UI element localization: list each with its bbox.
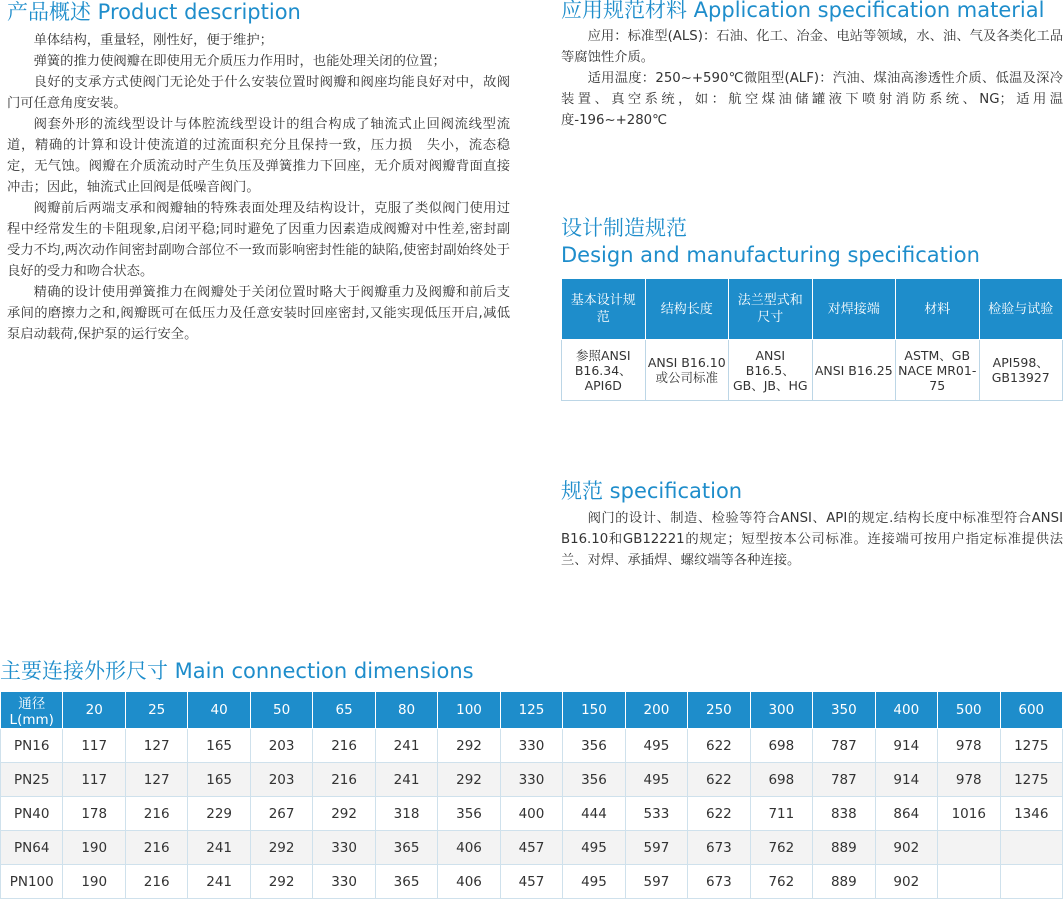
specification-heading: 规范 specification: [561, 479, 743, 503]
dimension-value-cell: [938, 831, 1000, 865]
dimension-value-cell: 216: [125, 831, 187, 865]
paragraph: 阀瓣前后两端支承和阀瓣轴的特殊表面处理及结构设计，克服了类似阀门使用过程中经常发生的卡阻现象,启闭平稳;同时避免了因重力因素造成阀瓣对中性差,密封副受力不均,两次动作间密封副吻合部位不一致而影响密封性能的缺陷,使密封副始终处于良好的受力和吻合状态。: [7, 201, 510, 279]
design-spec-header-cell: 对焊接端: [812, 279, 896, 340]
dimension-value-cell: 711: [750, 797, 812, 831]
design-spec-header-cell: 法兰型式和尺寸: [729, 279, 813, 340]
dimensions-size-cell: 40: [188, 692, 250, 729]
dimension-value-cell: 673: [688, 831, 750, 865]
dimensions-size-cell: 80: [375, 692, 437, 729]
table-row: [1, 729, 1063, 763]
application-spec-text: [561, 26, 1063, 131]
dimension-value-cell: 178: [63, 797, 125, 831]
table-row: [1, 865, 1063, 899]
dimension-value-cell: 203: [250, 729, 312, 763]
dimension-value-cell: [1000, 865, 1063, 899]
dimension-value-cell: 457: [500, 831, 562, 865]
dimension-value-cell: 165: [188, 729, 250, 763]
design-spec-cell: ASTM、GB NACE MR01-75: [896, 340, 980, 401]
dimension-value-cell: 216: [125, 865, 187, 899]
dimension-value-cell: 1275: [1000, 729, 1063, 763]
dimension-value-cell: 1346: [1000, 797, 1063, 831]
design-spec-cell: ANSI B16.25: [812, 340, 896, 401]
dimension-value-cell: 1016: [938, 797, 1000, 831]
dimensions-size-cell: 400: [875, 692, 937, 729]
pressure-class-cell: PN16: [1, 729, 63, 763]
dimension-value-cell: 216: [313, 729, 375, 763]
dimension-value-cell: 356: [438, 797, 500, 831]
dimension-value-cell: 117: [63, 763, 125, 797]
dimension-value-cell: 229: [188, 797, 250, 831]
paragraph: 单体结构，重量轻，刚性好，便于维护；: [33, 33, 273, 48]
dimensions-heading: 主要连接外形尺寸 Main connection dimensions: [0, 659, 474, 683]
dimension-value-cell: 495: [563, 865, 625, 899]
dimension-value-cell: 165: [188, 763, 250, 797]
dimension-value-cell: 902: [875, 831, 937, 865]
design-spec-header-cell: 材料: [896, 279, 980, 340]
dimension-value-cell: 330: [313, 865, 375, 899]
dimension-value-cell: 190: [63, 831, 125, 865]
product-description-heading: 产品概述 Product description: [7, 0, 301, 24]
dimension-value-cell: 356: [563, 729, 625, 763]
dimensions-size-cell: 20: [63, 692, 125, 729]
dimension-value-cell: 241: [188, 831, 250, 865]
dimension-value-cell: 117: [63, 729, 125, 763]
paragraph: 弹簧的推力使阀瓣在即使用无介质压力作用时，也能处理关闭的位置；: [33, 54, 446, 69]
dimensions-size-cell: 100: [438, 692, 500, 729]
dimension-value-cell: 495: [563, 831, 625, 865]
dimension-value-cell: 400: [500, 797, 562, 831]
dimension-value-cell: 864: [875, 797, 937, 831]
design-spec-cell: ANSI B16.10或公司标准: [645, 340, 729, 401]
pressure-class-cell: PN25: [1, 763, 63, 797]
dimension-value-cell: 495: [625, 763, 687, 797]
dimension-value-cell: 787: [813, 763, 875, 797]
dimension-value-cell: 597: [625, 831, 687, 865]
specification-text: [561, 508, 1063, 571]
dimension-value-cell: 622: [688, 797, 750, 831]
dimensions-header-label: 通径L(mm): [1, 692, 63, 729]
dimensions-size-cell: 25: [125, 692, 187, 729]
dimension-value-cell: [938, 865, 1000, 899]
design-spec-cell: 参照ANSI B16.34、API6D: [562, 340, 646, 401]
dimension-value-cell: 241: [188, 865, 250, 899]
dimension-value-cell: 673: [688, 865, 750, 899]
dimension-value-cell: 406: [438, 831, 500, 865]
pressure-class-cell: PN64: [1, 831, 63, 865]
dimension-value-cell: 978: [938, 763, 1000, 797]
design-spec-cell: ANSI B16.5、GB、JB、HG: [729, 340, 813, 401]
dimensions-size-cell: 150: [563, 692, 625, 729]
dimension-value-cell: 762: [750, 831, 812, 865]
dimension-value-cell: 292: [438, 763, 500, 797]
dimension-value-cell: 330: [500, 763, 562, 797]
dimension-value-cell: 318: [375, 797, 437, 831]
design-spec-header-cell: 检验与试验: [979, 279, 1063, 340]
design-spec-header-row: [562, 279, 1063, 340]
dimension-value-cell: [1000, 831, 1063, 865]
dimensions-size-cell: 300: [750, 692, 812, 729]
dimension-value-cell: 356: [563, 763, 625, 797]
dimensions-size-cell: 65: [313, 692, 375, 729]
dimension-value-cell: 597: [625, 865, 687, 899]
pressure-class-cell: PN100: [1, 865, 63, 899]
design-spec-header-cell: 基本设计规范: [562, 279, 646, 340]
paragraph: 阀门的设计、制造、检验等符合ANSI、API的规定.结构长度中标准型符合ANSI B16.10和GB12221的规定；短型按本公司标准。连接端可按用户指定标准提供法兰、对焊、承插焊、螺纹端等各种连接。: [561, 511, 1063, 568]
table-row: [1, 797, 1063, 831]
dimension-value-cell: 787: [813, 729, 875, 763]
dimension-value-cell: 292: [313, 797, 375, 831]
dimension-value-cell: 406: [438, 865, 500, 899]
dimension-value-cell: 241: [375, 763, 437, 797]
dimension-value-cell: 241: [375, 729, 437, 763]
pressure-class-cell: PN40: [1, 797, 63, 831]
dimension-value-cell: 292: [438, 729, 500, 763]
table-row: [1, 831, 1063, 865]
dimension-value-cell: 1275: [1000, 763, 1063, 797]
dimension-value-cell: 292: [250, 831, 312, 865]
dimension-value-cell: 622: [688, 729, 750, 763]
design-spec-heading-en: Design and manufacturing specification: [561, 243, 980, 267]
application-spec-heading: 应用规范材料 Application specification material: [561, 0, 1045, 22]
dimension-value-cell: 698: [750, 763, 812, 797]
product-description-text: [7, 30, 510, 345]
dimensions-header-row: [1, 692, 1063, 729]
dimension-value-cell: 698: [750, 729, 812, 763]
dimensions-size-cell: 500: [938, 692, 1000, 729]
dimension-value-cell: 622: [688, 763, 750, 797]
design-spec-table: [561, 278, 1063, 401]
paragraph: 精确的设计使用弹簧推力在阀瓣处于关闭位置时略大于阀瓣重力及阀瓣和前后支承间的磨擦力之和,阀瓣既可在低压力及任意安装时回座密封,又能实现低压开启,减低泵启动载荷,保护泵的运行安全。: [7, 285, 510, 342]
dimension-value-cell: 914: [875, 763, 937, 797]
dimensions-table: [0, 691, 1063, 899]
paragraph: 适用温度：250~+590℃微阻型(ALF)：汽油、煤油高渗透性介质、低温及深冷装置、真空系统，如：航空煤油储罐液下喷射消防系统、NG；适用温度-196~+280℃: [561, 71, 1063, 128]
design-spec-header-cell: 结构长度: [645, 279, 729, 340]
dimension-value-cell: 838: [813, 797, 875, 831]
dimension-value-cell: 330: [500, 729, 562, 763]
dimension-value-cell: 978: [938, 729, 1000, 763]
dimension-value-cell: 889: [813, 865, 875, 899]
dimension-value-cell: 203: [250, 763, 312, 797]
dimension-value-cell: 330: [313, 831, 375, 865]
dimension-value-cell: 127: [125, 729, 187, 763]
paragraph: 应用：标准型(ALS)：石油、化工、冶金、电站等领域，水、油、气及各类化工品等腐蚀性介质。: [561, 29, 1063, 65]
dimensions-size-cell: 50: [250, 692, 312, 729]
design-spec-cell: API598、GB13927: [979, 340, 1063, 401]
dimensions-size-cell: 250: [688, 692, 750, 729]
dimension-value-cell: 902: [875, 865, 937, 899]
dimension-value-cell: 267: [250, 797, 312, 831]
dimension-value-cell: 216: [313, 763, 375, 797]
dimension-value-cell: 914: [875, 729, 937, 763]
dimension-value-cell: 216: [125, 797, 187, 831]
dimensions-size-cell: 600: [1000, 692, 1063, 729]
table-row: [1, 763, 1063, 797]
dimension-value-cell: 533: [625, 797, 687, 831]
paragraph: 良好的支承方式使阀门无论处于什么安装位置时阀瓣和阀座均能良好对中，故阀门可任意角度安装。: [7, 75, 510, 111]
paragraph: 阀套外形的流线型设计与体腔流线型设计的组合构成了轴流式止回阀流线型流道，精确的计算和设计使流道的过流面积充分且保持一致，压力损 失小，流态稳定，无气蚀。阀瓣在介质流动时产生负压及弹簧推力下回座，无介质对阀瓣背面直接冲击；因此，轴流式止回阀是低噪音阀门。: [7, 117, 510, 195]
dimension-value-cell: 127: [125, 763, 187, 797]
dimension-value-cell: 365: [375, 865, 437, 899]
dimension-value-cell: 889: [813, 831, 875, 865]
dimension-value-cell: 457: [500, 865, 562, 899]
dimensions-size-cell: 200: [625, 692, 687, 729]
dimension-value-cell: 190: [63, 865, 125, 899]
dimension-value-cell: 495: [625, 729, 687, 763]
dimensions-size-cell: 350: [813, 692, 875, 729]
dimension-value-cell: 292: [250, 865, 312, 899]
dimension-value-cell: 762: [750, 865, 812, 899]
dimension-value-cell: 365: [375, 831, 437, 865]
design-spec-row: [562, 340, 1063, 401]
design-spec-heading-cn: 设计制造规范: [561, 216, 687, 240]
dimensions-size-cell: 125: [500, 692, 562, 729]
dimension-value-cell: 444: [563, 797, 625, 831]
